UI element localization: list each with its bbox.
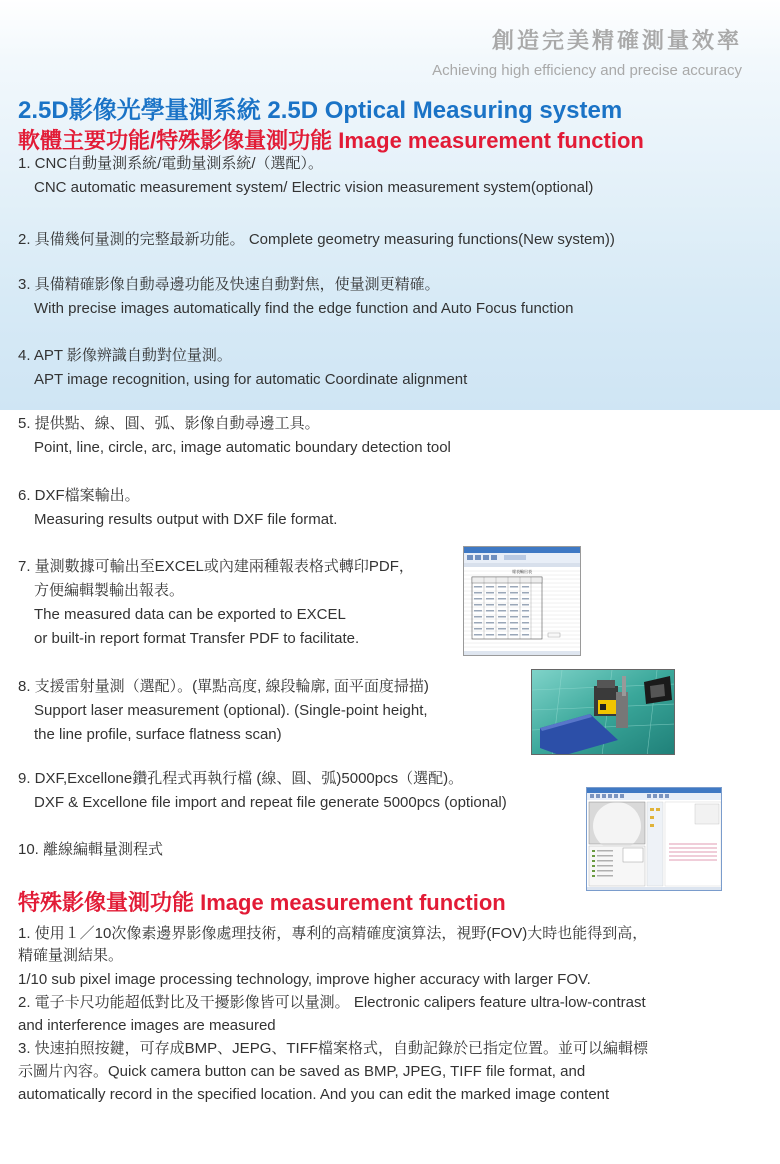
svg-text:報表輸出表: 報表輸出表 xyxy=(512,569,532,574)
feature-8-zh: 8. 支援雷射量測（選配）。(單點高度, 線段輪廓, 面平面度掃描) xyxy=(18,678,429,695)
feature-item-7 xyxy=(18,555,414,651)
feature-6-zh: 6. DXF檔案輸出。 xyxy=(18,487,140,504)
feature-8-en: Support laser measurement (optional). (Single-point height, xyxy=(34,702,428,719)
feature-item-3 xyxy=(18,273,573,321)
feature-3-zh: 3. 具備精確影像自動尋邊功能及快速自動對焦，使量測更精確。 xyxy=(18,276,440,293)
feature-item-2 xyxy=(18,228,615,252)
feature-item-4 xyxy=(18,344,467,392)
slogan-english: Achieving high efficiency and precise accuracy xyxy=(432,62,742,79)
feature-7-en-line2: or built-in report format Transfer PDF to facilitate. xyxy=(34,630,360,647)
special-line-3: 1/10 sub pixel image processing technology, improve higher accuracy with larger FOV. xyxy=(18,971,591,988)
special-line-8: automatically record in the specified location. And you can edit the marked image content xyxy=(18,1086,610,1103)
feature-1-zh: 1. CNC自動量測系統/電動量測系統/（選配）。 xyxy=(18,155,324,172)
feature-item-6 xyxy=(18,484,337,532)
feature-4-zh: 4. APT 影像辨識自動對位量測。 xyxy=(18,347,232,364)
excel-report-image xyxy=(464,547,581,656)
feature-7-en: The measured data can be exported to EXCEL xyxy=(34,606,346,623)
laser-measurement-photo xyxy=(531,669,675,755)
special-line-4: 2. 電子卡尺功能超低對比及干擾影像皆可以量測。 Electronic calipers feature ultra-low-contrast xyxy=(18,994,646,1011)
feature-item-1 xyxy=(18,152,593,200)
feature-4-en: APT image recognition, using for automatic Coordinate alignment xyxy=(34,371,468,388)
special-line-1: 1. 使用１／10次像素邊界影像處理技術，專利的高精確度演算法，視野(FOV)大時也能得到高， xyxy=(18,925,648,942)
software-ui-screenshot xyxy=(586,787,722,891)
page-title: 2.5D影像光學量測系統 2.5D Optical Measuring system xyxy=(18,97,623,124)
feature-5-en: Point, line, circle, arc, image automatic boundary detection tool xyxy=(34,439,451,456)
slogan-chinese: 創造完美精確測量效率 xyxy=(491,28,742,53)
feature-7-zh-line2: 方便編輯製輸出報表。 xyxy=(34,582,185,599)
feature-5-zh: 5. 提供點、線、圓、弧、影像自動尋邊工具。 xyxy=(18,415,320,432)
feature-item-5 xyxy=(18,412,451,460)
section-title-special-functions: 特殊影像量測功能 Image measurement function xyxy=(18,890,506,915)
software-ui-image xyxy=(587,788,722,891)
special-line-7: 示圖片內容。Quick camera button can be saved as BMP, JPEG, TIFF file format, and xyxy=(18,1063,586,1080)
feature-6-en: Measuring results output with DXF file format. xyxy=(34,511,338,528)
special-line-6: 3. 快速拍照按鍵，可存成BMP、JEPG、TIFF檔案格式，自動記錄於已指定位置。並可以編輯標 xyxy=(18,1040,649,1057)
feature-item-10 xyxy=(18,838,163,862)
feature-9-zh: 9. DXF,Excellone鑽孔程式再執行檔 (線、圓、弧)5000pcs（選配)。 xyxy=(18,770,464,787)
special-line-2: 精確量測結果。 xyxy=(18,947,124,964)
feature-10-zh: 10. 離線編輯量測程式 xyxy=(18,841,164,858)
feature-2-zh: 2. 具備幾何量測的完整最新功能。 Complete geometry measuring functions(New system)) xyxy=(18,231,615,248)
laser-sensor-image xyxy=(532,670,675,755)
feature-1-en: CNC automatic measurement system/ Electric vision measurement system(optional) xyxy=(34,179,594,196)
feature-item-8 xyxy=(18,675,429,747)
excel-report-screenshot xyxy=(463,546,581,656)
section-title-software-functions: 軟體主要功能/特殊影像量測功能 Image measurement function xyxy=(18,128,644,153)
feature-item-9 xyxy=(18,767,507,815)
special-line-5: and interference images are measured xyxy=(18,1017,276,1034)
feature-7-zh: 7. 量測數據可輸出至EXCEL或內建兩種報表格式轉印PDF， xyxy=(18,558,414,575)
feature-3-en: With precise images automatically find the edge function and Auto Focus function xyxy=(34,300,574,317)
feature-9-en: DXF & Excellone file import and repeat file generate 5000pcs (optional) xyxy=(34,794,507,811)
feature-8-en-line2: the line profile, surface flatness scan) xyxy=(34,726,282,743)
